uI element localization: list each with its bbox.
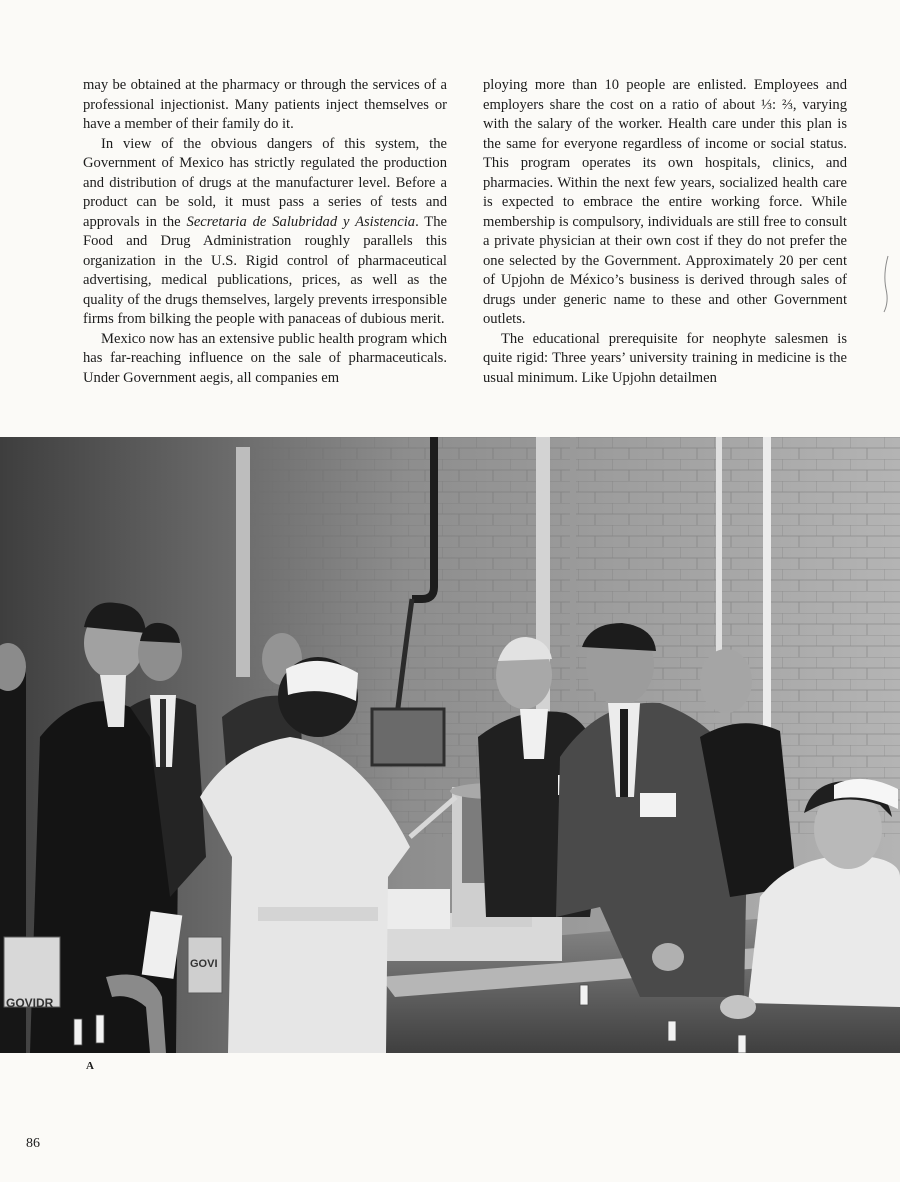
page-number: 86: [26, 1136, 40, 1151]
left-paragraph-3: Mexico now has an extensive public health program which has far-reaching influence on the sale of pharmaceuticals. Under Government aegis, all companies em: [83, 330, 447, 386]
left-paragraph-2-text-a: In view of the obvious dangers of this system, the Government of Mexico has strictly regulated the production and distribution of drugs at the manufacturer level. Before a product can be sold, it must pass a series of tests and approvals in the: [83, 135, 447, 230]
left-paragraph-1: may be obtained at the pharmacy or through the services of a professional injectionist. Many patients inject themselves or have a member of their family do it.: [83, 77, 447, 132]
wall-frame: [372, 709, 444, 765]
secretaria-title: Secretaria de Salubridad y Asistencia: [186, 213, 416, 230]
box-label: GOVIDR: [6, 996, 54, 1010]
right-paragraph-1: ploying more than 10 people are enlisted. Employees and employers share the cost on a ratio of about ⅓: ⅔, varying with the salary of the worker. Health care under this plan is the same for everyone regardless of income or social status. This program operates its own hospitals, clinics, and pharmacies. Within the next few years, socialized health care is expected to embrace the entire working force. While membership is compulsory, individuals are still free to consult a private physician at their own cost if they do not prefer the one selected by the Government. Approximately 20 per cent of Upjohn de México’s business is derived through sales of drugs under generic name to these and other Government outlets.: [483, 77, 847, 327]
left-paragraph-2-text-b: . The Food and Drug Administration roughly parallels this organization in the U.S. Rigid control of pharmaceutical advertising, medical publications, prices, as well as the quality of the drugs themselves, largely prevents irresponsible firms from bilking the people with panaceas of dubious merit.: [83, 213, 447, 327]
right-paragraph-2: The educational prerequisite for neophyte salesmen is quite rigid: Three years’ university training in medicine is the usual minimum. Like Upjohn detailmen: [483, 330, 847, 386]
wall-column-left: [236, 447, 250, 677]
factory-photograph: [0, 437, 900, 1053]
left-text-column: [83, 76, 447, 388]
margin-pencil-mark: [881, 254, 891, 314]
right-text-column: [483, 76, 847, 388]
photo-illustration: [0, 437, 900, 1053]
box-label-2: GOVI: [190, 958, 218, 970]
left-paragraph-2: [83, 135, 447, 330]
photo-label: A: [86, 1060, 95, 1072]
